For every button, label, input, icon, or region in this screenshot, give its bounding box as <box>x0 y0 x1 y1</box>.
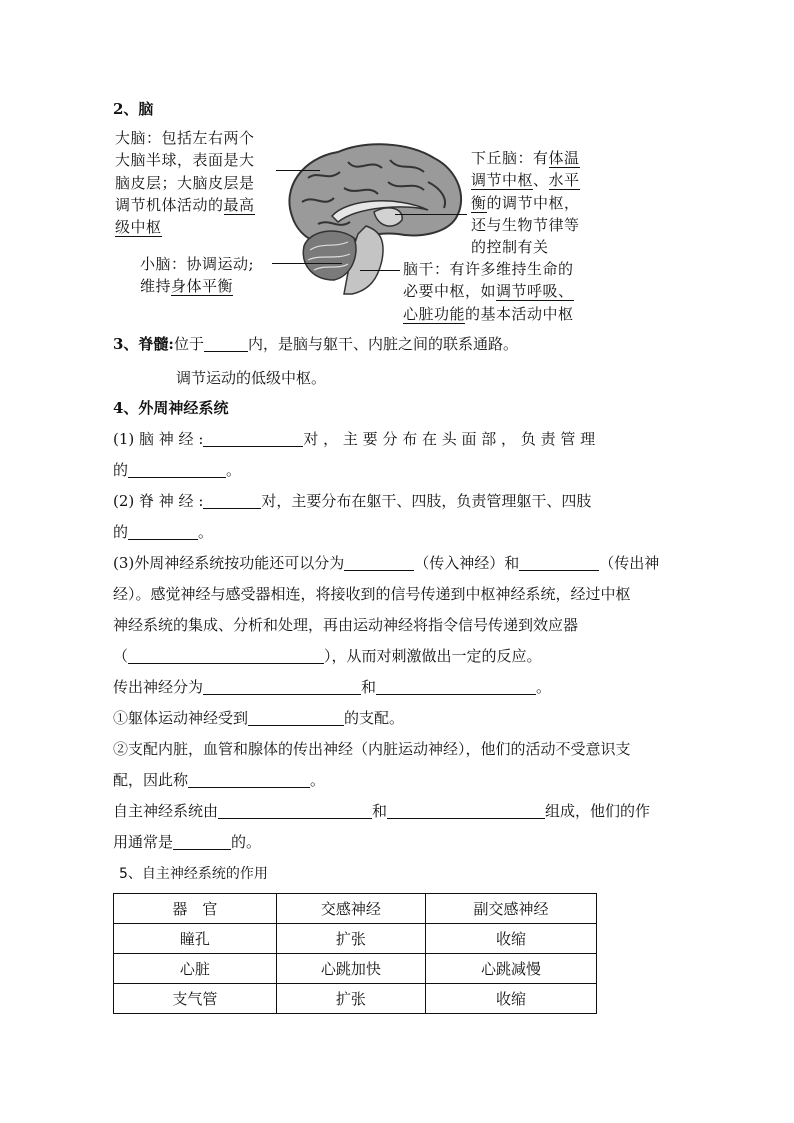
section-3-line1: 3、脊髓:位于 内，是脑与躯干、内脏之间的联系通路。 <box>113 335 519 353</box>
table-cell: 心脏 <box>114 954 277 984</box>
hypothalamus-label: 下丘脑：有体温 调节中枢、水平 衡的调节中枢， 还与生物节律等 的控制有关 <box>471 149 580 257</box>
table-cell: 收缩 <box>426 924 597 954</box>
function-para-line2: 经）。感觉神经与感受器相连，将接收到的信号传递到中枢神经系统，经过中枢 <box>113 585 631 603</box>
cranial-nerve-line1: (1) 脑 神 经 : 对 ， 主 要 分 布 在 头 面 部 ， 负 责 管 理 <box>113 430 596 448</box>
table-cell: 心跳加快 <box>276 954 425 984</box>
autonomic-line2: 用通常是 的。 <box>113 833 262 851</box>
table-header-cell: 交感神经 <box>276 894 425 924</box>
table-row <box>114 954 597 984</box>
section-4-heading: 4、外周神经系统 <box>113 399 229 417</box>
somatic-motor-line: ①躯体运动神经受到 的支配。 <box>113 709 405 727</box>
cranial-nerve-line2: 的 。 <box>113 461 242 479</box>
section-5-heading: 5、自主神经系统的作用 <box>119 866 268 882</box>
cerebellum-label: 小脑：协调运动; 维持身体平衡 <box>140 255 255 296</box>
spinal-nerve-line1: (2) 脊 神 经 : 对，主要分布在躯干、四肢，负责管理躯干、四肢 <box>113 492 592 510</box>
section-2-heading: 2、脑 <box>113 100 154 118</box>
table-header-cell: 副交感神经 <box>426 894 597 924</box>
visceral-motor-line1: ②支配内脏，血管和腺体的传出神经（内脏运动神经），他们的活动不受意识支 <box>113 740 631 758</box>
table-cell: 扩张 <box>276 924 425 954</box>
efferent-line: 传出神经分为 和 。 <box>113 678 552 696</box>
section-3-line2: 调节运动的低级中枢。 <box>176 369 327 387</box>
function-para-line1: (3)外周神经系统按功能还可以分为 （传入神经）和 （传出神 <box>113 554 660 572</box>
function-para-line3: 神经系统的集成、分析和处理，再由运动神经将指令信号传递到效应器 <box>113 616 579 634</box>
pointer-line-brainstem <box>360 270 400 271</box>
spinal-nerve-line2: 的 。 <box>113 523 214 541</box>
autonomic-line1: 自主神经系统由 和 组成，他们的作 <box>113 802 651 820</box>
cerebellum-shape <box>303 231 356 280</box>
table-row <box>114 984 597 1014</box>
table-cell: 瞳孔 <box>114 924 277 954</box>
pointer-line-hypothalamus <box>395 214 467 215</box>
table-cell: 支气管 <box>114 984 277 1014</box>
table-cell: 收缩 <box>426 984 597 1014</box>
cerebrum-label: 大脑：包括左右两个 大脑半球，表面是大 脑皮层；大脑皮层是 调节机体活动的最高 级中枢 <box>115 129 255 237</box>
visceral-motor-line2: 配，因此称 。 <box>113 771 326 789</box>
brainstem-label: 脑干：有许多维持生命的 必要中枢，如调节呼吸、 心脏功能的基本活动中枢 <box>403 260 574 323</box>
table-header-row <box>114 894 597 924</box>
section-3-heading: 3、脊髓: <box>113 335 174 353</box>
table-cell: 心跳减慢 <box>426 954 597 984</box>
table-row <box>114 924 597 954</box>
pointer-line-cerebrum <box>276 170 320 171</box>
table-cell: 扩张 <box>276 984 425 1014</box>
function-para-line4: （ ），从而对刺激做出一定的反应。 <box>113 647 542 665</box>
pointer-line-cerebellum <box>272 263 342 264</box>
autonomic-effects-table <box>113 893 597 1014</box>
table-header-cell: 器 官 <box>114 894 277 924</box>
